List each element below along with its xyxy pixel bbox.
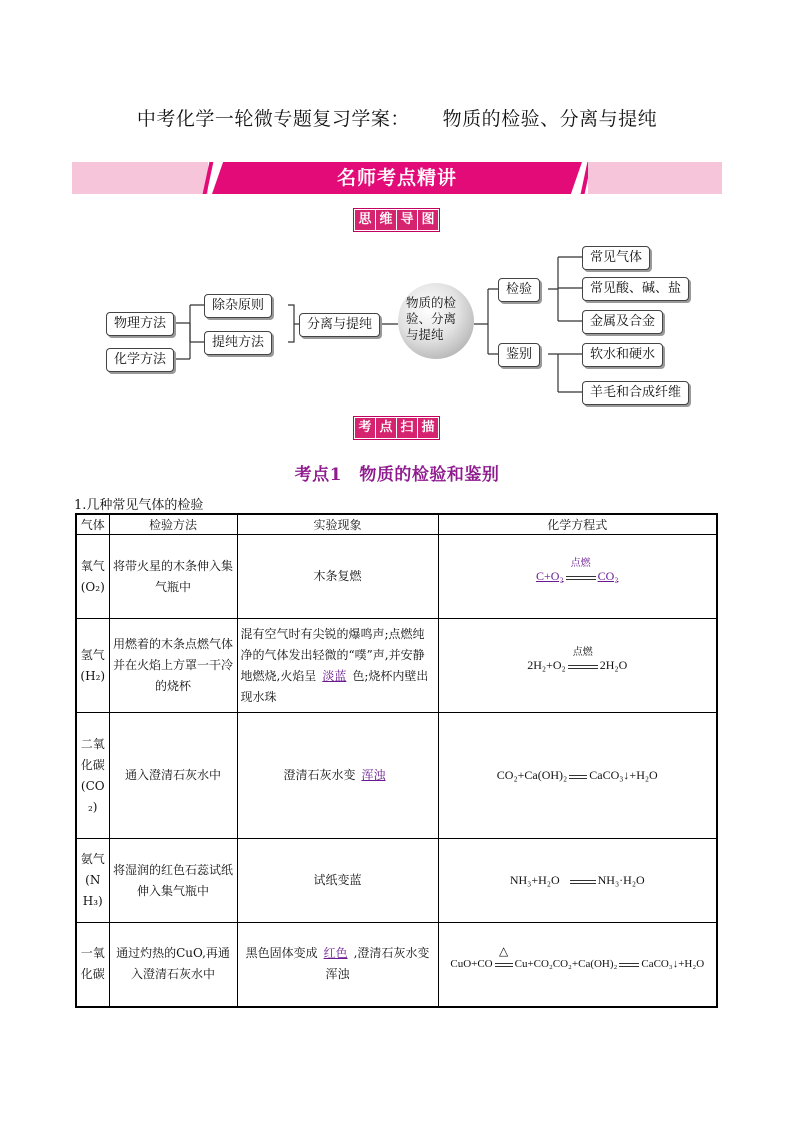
node-purify-method: 提纯方法	[204, 331, 272, 355]
equation	[438, 839, 717, 923]
reaction-condition	[566, 647, 600, 673]
test-method: 通过灼热的CuO,再通入澄清石灰水中	[109, 923, 237, 1007]
exam-point-badge	[353, 416, 440, 440]
badge-char: 导	[397, 210, 417, 230]
table-row	[76, 619, 717, 713]
equation-products: CaCO₃↓+H₂O	[641, 957, 705, 970]
gas-name: 氢气(H₂)	[76, 619, 109, 713]
equation-middle: Cu+CO₂CO₂+Ca(OH)₂	[514, 957, 618, 970]
equation-products: NH₃·H₂O	[597, 873, 645, 887]
gas-test-table	[75, 513, 718, 1008]
condition-label: 点燃	[570, 558, 591, 570]
phenomenon-text: 色;烧杯内壁出现水珠	[240, 668, 429, 704]
subsection-heading: 1.几种常见气体的检验	[74, 498, 204, 513]
reaction-condition	[564, 558, 598, 584]
equation	[438, 535, 717, 619]
equation	[438, 713, 717, 839]
answer-blank: 淡蓝	[322, 668, 347, 683]
condition-label: △	[499, 944, 509, 959]
equals-sign	[567, 769, 589, 783]
equals-sign	[617, 957, 641, 971]
phenomenon-text: ,澄清石灰水变浑浊	[325, 946, 430, 982]
badge-char: 扫	[397, 418, 417, 438]
test-method: 通入澄清石灰水中	[109, 713, 237, 839]
mindmap-badge	[353, 208, 440, 232]
phenomenon-text: 澄清石灰水变	[283, 768, 356, 782]
badge-char: 考	[355, 418, 375, 438]
equation-reactants: 2H₂+O₂	[527, 658, 566, 672]
answer-blank: 红色	[323, 946, 348, 961]
phenomenon-text: 黑色固体变成	[245, 946, 318, 961]
gas-name: 一氧化碳	[76, 923, 109, 1007]
badge-char: 点	[376, 418, 396, 438]
header-equation: 化学方程式	[438, 514, 717, 535]
node-separation-purification: 分离与提纯	[299, 313, 380, 337]
phenomenon-text: 混有空气时有尖锐的爆鸣声;点燃纯净的气体发出轻微的“噗”声,并安静地燃烧,火焰呈	[240, 626, 425, 683]
badge-char: 维	[376, 210, 396, 230]
equation-reactants: CuO+CO	[450, 957, 493, 970]
badge-char: 思	[355, 210, 375, 230]
phenomenon: 试纸变蓝	[237, 839, 438, 923]
table-row	[76, 923, 717, 1007]
test-method: 用燃着的木条点燃气体并在火焰上方罩一干冷的烧杯	[109, 619, 237, 713]
node-chemical-method: 化学方法	[106, 348, 174, 372]
node-wool-fiber: 羊毛和合成纤维	[582, 381, 689, 405]
table-row	[76, 535, 717, 619]
node-center-topic: 物质的检验、分离与提纯	[398, 283, 474, 359]
banner-title: 名师考点精讲	[336, 167, 457, 189]
equals-sign	[568, 874, 598, 888]
test-method: 将带火星的木条伸入集气瓶中	[109, 535, 237, 619]
table-header-row	[76, 514, 717, 535]
document-title: 中考化学一轮微专题复习学案： 物质的检验、分离与提纯	[136, 108, 658, 130]
node-acid-base-salt: 常见酸、碱、盐	[582, 277, 689, 301]
node-impurity-principle: 除杂原则	[204, 294, 272, 318]
node-soft-hard-water: 软水和硬水	[582, 343, 663, 367]
header-method: 检验方法	[109, 514, 237, 535]
equation-products: CO₂	[597, 569, 619, 583]
table-row	[76, 839, 717, 923]
phenomenon	[237, 619, 438, 713]
answer-blank: 浑浊	[361, 768, 386, 782]
equation-reactants: C+O₂	[536, 569, 564, 583]
gas-name: 氧气(O₂)	[76, 535, 109, 619]
mind-map	[100, 238, 700, 408]
node-identification: 鉴别	[498, 343, 540, 367]
test-method: 将湿润的红色石蕊试纸伸入集气瓶中	[109, 839, 237, 923]
badge-char: 描	[418, 418, 438, 438]
phenomenon	[237, 923, 438, 1007]
equation-reactants: CO₂+Ca(OH)₂	[496, 768, 568, 782]
node-physical-method: 物理方法	[106, 312, 174, 336]
table-row	[76, 713, 717, 839]
reaction-condition	[493, 944, 515, 971]
equation-products: 2H₂O	[599, 658, 628, 672]
section-banner	[72, 162, 722, 194]
header-gas: 气体	[76, 514, 109, 535]
gas-name: 二氧化碳(CO₂)	[76, 713, 109, 839]
gas-name: 氨气(NH₃)	[76, 839, 109, 923]
phenomenon	[237, 713, 438, 839]
equation-reactants: NH₃+H₂O	[509, 873, 560, 887]
equation	[438, 923, 717, 1007]
equation	[438, 619, 717, 713]
condition-label: 点燃	[572, 647, 593, 659]
node-common-gases: 常见气体	[582, 246, 650, 270]
phenomenon: 木条复燃	[237, 535, 438, 619]
badge-char: 图	[418, 210, 438, 230]
section-heading: 考点1 物质的检验和鉴别	[294, 465, 500, 485]
equation-products: CaCO₃↓+H₂O	[589, 768, 658, 782]
header-phenomenon: 实验现象	[237, 514, 438, 535]
node-metals-alloys: 金属及合金	[582, 310, 663, 334]
node-inspection: 检验	[498, 278, 540, 302]
